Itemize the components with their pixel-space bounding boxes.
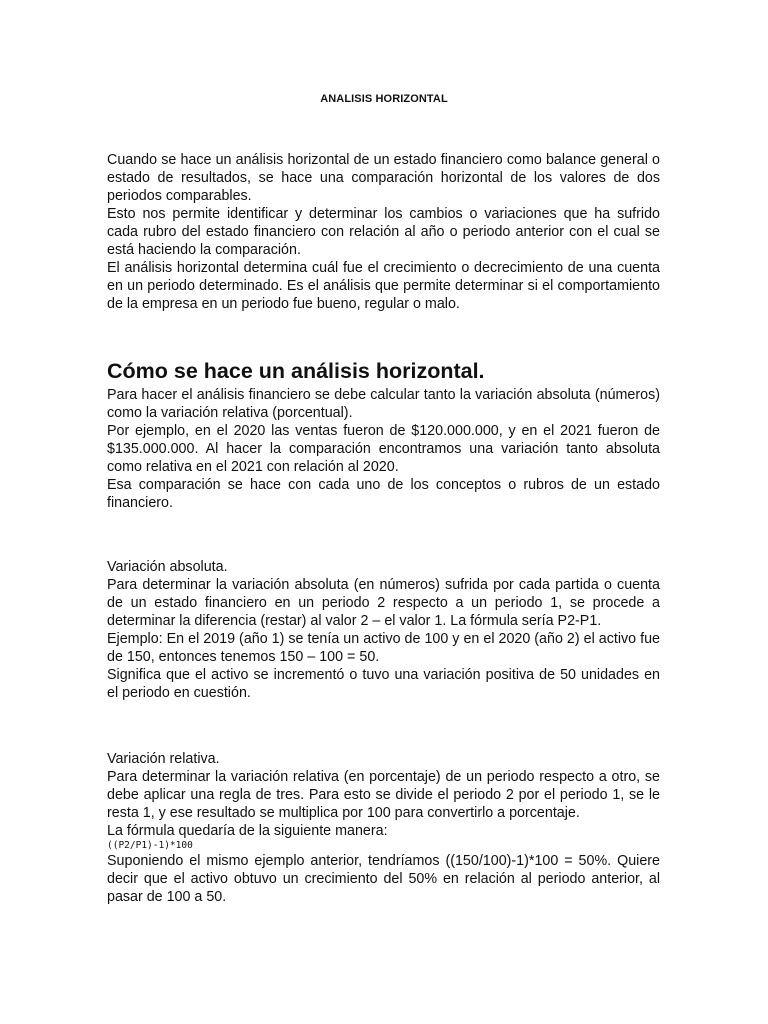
absolute-paragraph: Ejemplo: En el 2019 (año 1) se tenía un activo de 100 y en el 2020 (año 2) el activo fue de 150, entonces tenemos 150 – 100 = 50. [107, 631, 660, 665]
relative-paragraph: La fórmula quedaría de la siguiente manera: [107, 823, 388, 839]
section-paragraph: Esa comparación se hace con cada uno de los conceptos o rubros de un estado financiero. [107, 477, 660, 511]
intro-block [107, 151, 660, 313]
intro-paragraph: Cuando se hace un análisis horizontal de un estado financiero como balance general o estado de resultados, se hace una comparación horizontal de los valores de dos periodos comparables. [107, 152, 660, 204]
intro-paragraph: Esto nos permite identificar y determinar los cambios o variaciones que ha sufrido cada rubro del estado financiero con relación al año o periodo anterior con el cual se está haciendo la comparación. [107, 206, 660, 258]
intro-paragraph: El análisis horizontal determina cuál fue el crecimiento o decrecimiento de una cuenta en un periodo determinado. Es el análisis que permite determinar si el comportamiento de la empresa en un periodo fue bueno, regular o malo. [107, 260, 660, 312]
document-title: ANALISIS HORIZONTAL [320, 93, 448, 105]
relative-variation-block [107, 750, 660, 906]
absolute-variation-label: Variación absoluta. [107, 559, 228, 575]
relative-paragraph: Para determinar la variación relativa (en porcentaje) de un periodo respecto a otro, se debe aplicar una regla de tres. Para esto se divide el periodo 2 por el periodo 1, se le resta 1, y ese resultado se multiplica por 100 para convertirlo a porcentaje. [107, 769, 660, 821]
section-paragraph: Por ejemplo, en el 2020 las ventas fueron de $120.000.000, y en el 2021 fueron de $135.000.000. Al hacer la comparación encontramos una variación tanto absoluta como relativa en el 2021 con relación al 2020. [107, 423, 660, 475]
formula: ((P2/P1)-1)*100 [107, 840, 193, 851]
section-block [107, 386, 660, 512]
absolute-paragraph: Para determinar la variación absoluta (en números) sufrida por cada partida o cuenta de un estado financiero en un periodo 2 respecto a un periodo 1, se procede a determinar la diferencia (restar) al valor 2 – el valor 1. La fórmula sería P2-P1. [107, 577, 660, 629]
section-paragraph: Para hacer el análisis financiero se debe calcular tanto la variación absoluta (números) como la variación relativa (porcentual). [107, 387, 660, 421]
relative-conclusion: Suponiendo el mismo ejemplo anterior, tendríamos ((150/100)-1)*100 = 50%. Quiere decir que el activo obtuvo un crecimiento del 50% en relación al periodo anterior, al pasar de 100 a 50. [107, 853, 660, 905]
absolute-paragraph: Significa que el activo se incrementó o tuvo una variación positiva de 50 unidades en el periodo en cuestión. [107, 667, 660, 701]
relative-variation-label: Variación relativa. [107, 751, 220, 767]
absolute-variation-block [107, 558, 660, 702]
section-heading: Cómo se hace un análisis horizontal. [107, 359, 485, 383]
